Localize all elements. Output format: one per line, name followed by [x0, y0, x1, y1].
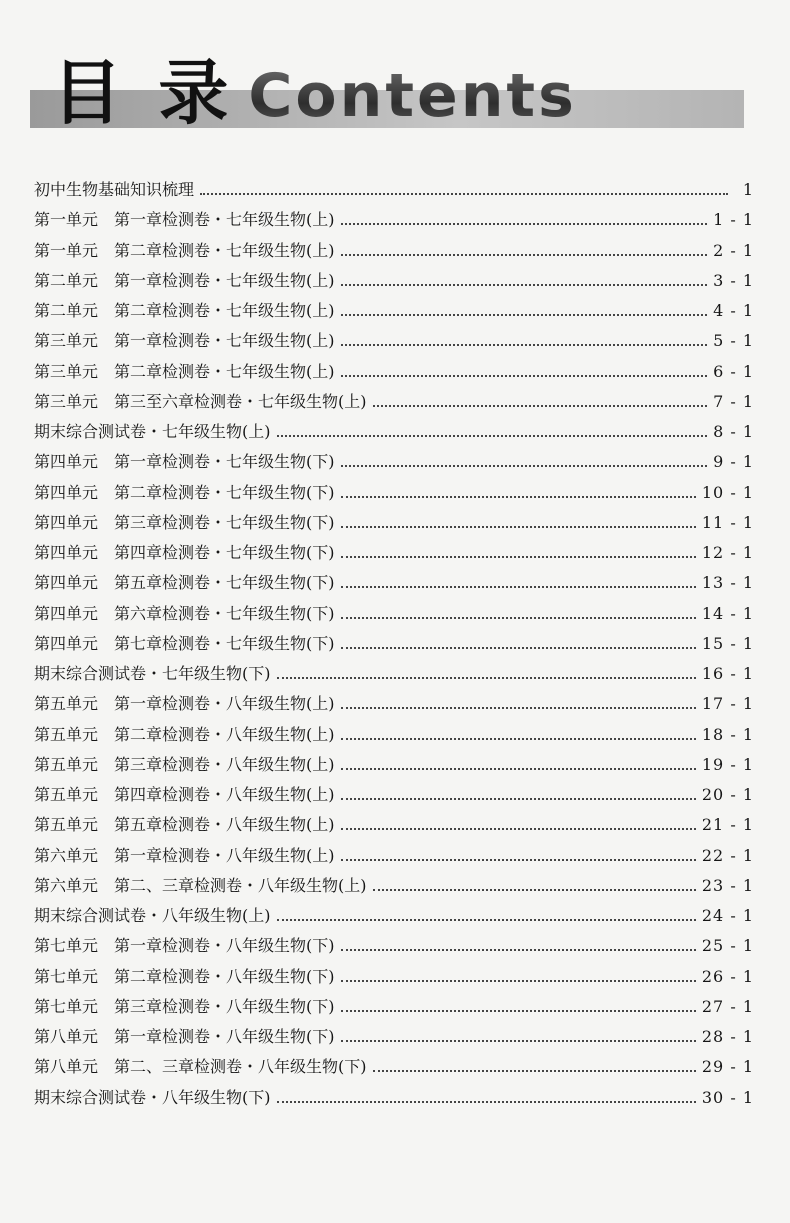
toc-dot-leader — [277, 435, 708, 437]
toc-entry[interactable] — [34, 871, 754, 901]
toc-entry[interactable] — [34, 780, 754, 810]
toc-entry[interactable] — [34, 659, 754, 689]
toc-entry-page: 8 - 1 — [713, 422, 754, 442]
toc-entry-title: 第四单元 第四章检测卷・七年级生物(下) — [34, 543, 335, 563]
toc-dot-leader — [341, 1040, 696, 1042]
toc-dot-leader — [341, 1010, 696, 1012]
toc-dot-leader — [277, 919, 696, 921]
toc-entry[interactable] — [34, 629, 754, 659]
toc-entry[interactable] — [34, 1083, 754, 1113]
toc-entry[interactable] — [34, 447, 754, 477]
toc-dot-leader — [277, 1101, 696, 1103]
toc-entry[interactable] — [34, 508, 754, 538]
toc-entry[interactable] — [34, 266, 754, 296]
toc-entry-title: 第八单元 第二、三章检测卷・八年级生物(下) — [34, 1057, 367, 1077]
toc-dot-leader — [341, 798, 696, 800]
toc-entry-page: 15 - 1 — [701, 633, 754, 653]
toc-entry-page: 27 - 1 — [701, 996, 754, 1016]
toc-dot-leader — [341, 556, 696, 558]
toc-entry-page: 1 - 1 — [713, 210, 754, 230]
toc-entry-title: 第四单元 第二章检测卷・七年级生物(下) — [34, 482, 335, 502]
toc-entry-page: 3 - 1 — [713, 270, 754, 290]
toc-entry-page: 29 - 1 — [701, 1057, 754, 1077]
toc-entry[interactable] — [34, 387, 754, 417]
toc-entry[interactable] — [34, 326, 754, 356]
toc-entry-page: 1 — [742, 180, 754, 200]
toc-dot-leader — [341, 828, 696, 830]
toc-dot-leader — [373, 1070, 696, 1072]
toc-dot-leader — [373, 889, 696, 891]
toc-entry-title: 第三单元 第一章检测卷・七年级生物(上) — [34, 331, 335, 351]
toc-entry-title: 第七单元 第一章检测卷・八年级生物(下) — [34, 936, 335, 956]
toc-dot-leader — [341, 314, 708, 316]
toc-entry[interactable] — [34, 357, 754, 387]
toc-entry[interactable] — [34, 962, 754, 992]
title-english: Contents — [248, 61, 577, 131]
toc-entry-page: 12 - 1 — [701, 543, 754, 563]
toc-entry-page: 22 - 1 — [701, 845, 754, 865]
toc-entry[interactable] — [34, 841, 754, 871]
toc-entry-title: 第一单元 第一章检测卷・七年级生物(上) — [34, 210, 335, 230]
toc-dot-leader — [341, 284, 708, 286]
toc-entry[interactable] — [34, 538, 754, 568]
toc-entry-title: 第四单元 第五章检测卷・七年级生物(下) — [34, 573, 335, 593]
toc-entry-title: 期末综合测试卷・八年级生物(下) — [34, 1087, 271, 1107]
page-title — [52, 38, 577, 134]
toc-entry-page: 2 - 1 — [713, 240, 754, 260]
toc-dot-leader — [341, 859, 696, 861]
toc-entry-page: 18 - 1 — [701, 724, 754, 744]
toc-entry-page: 9 - 1 — [713, 452, 754, 472]
toc-entry[interactable] — [34, 175, 754, 205]
toc-entry[interactable] — [34, 689, 754, 719]
toc-entry-title: 第五单元 第二章检测卷・八年级生物(上) — [34, 724, 335, 744]
toc-entry-title: 第三单元 第三至六章检测卷・七年级生物(上) — [34, 391, 367, 411]
toc-entry[interactable] — [34, 205, 754, 235]
toc-dot-leader — [341, 496, 696, 498]
table-of-contents — [34, 175, 754, 1113]
toc-entry-title: 第一单元 第二章检测卷・七年级生物(上) — [34, 240, 335, 260]
toc-entry[interactable] — [34, 931, 754, 961]
toc-entry[interactable] — [34, 810, 754, 840]
toc-entry-page: 28 - 1 — [701, 1027, 754, 1047]
toc-entry-page: 20 - 1 — [701, 785, 754, 805]
toc-entry-page: 11 - 1 — [701, 512, 754, 532]
toc-entry-title: 初中生物基础知识梳理 — [34, 180, 195, 200]
toc-dot-leader — [341, 949, 696, 951]
toc-entry-title: 第七单元 第三章检测卷・八年级生物(下) — [34, 996, 335, 1016]
toc-entry-page: 14 - 1 — [701, 603, 754, 623]
toc-dot-leader — [373, 405, 708, 407]
toc-entry-page: 6 - 1 — [713, 361, 754, 381]
toc-dot-leader — [341, 980, 696, 982]
toc-entry-title: 期末综合测试卷・七年级生物(上) — [34, 422, 271, 442]
toc-entry[interactable] — [34, 1052, 754, 1082]
toc-entry-title: 第四单元 第一章检测卷・七年级生物(下) — [34, 452, 335, 472]
toc-entry-page: 21 - 1 — [701, 815, 754, 835]
toc-entry[interactable] — [34, 236, 754, 266]
toc-entry-page: 25 - 1 — [701, 936, 754, 956]
toc-entry-title: 第五单元 第一章检测卷・八年级生物(上) — [34, 694, 335, 714]
toc-entry-page: 30 - 1 — [701, 1087, 754, 1107]
toc-dot-leader — [341, 617, 696, 619]
toc-entry[interactable] — [34, 750, 754, 780]
toc-entry[interactable] — [34, 1022, 754, 1052]
toc-dot-leader — [341, 465, 708, 467]
toc-entry-title: 第六单元 第一章检测卷・八年级生物(上) — [34, 845, 335, 865]
toc-dot-leader — [341, 223, 708, 225]
toc-entry-page: 7 - 1 — [713, 391, 754, 411]
toc-entry[interactable] — [34, 478, 754, 508]
toc-entry-title: 第四单元 第三章检测卷・七年级生物(下) — [34, 512, 335, 532]
toc-dot-leader — [277, 677, 696, 679]
toc-entry-page: 26 - 1 — [701, 966, 754, 986]
toc-entry-page: 4 - 1 — [713, 301, 754, 321]
toc-entry-title: 期末综合测试卷・八年级生物(上) — [34, 906, 271, 926]
toc-entry-page: 17 - 1 — [701, 694, 754, 714]
toc-entry[interactable] — [34, 296, 754, 326]
toc-entry-title: 第五单元 第四章检测卷・八年级生物(上) — [34, 785, 335, 805]
toc-dot-leader — [341, 647, 696, 649]
toc-entry-page: 5 - 1 — [713, 331, 754, 351]
toc-entry[interactable] — [34, 992, 754, 1022]
toc-entry[interactable] — [34, 599, 754, 629]
toc-entry-page: 13 - 1 — [701, 573, 754, 593]
toc-entry-title: 第八单元 第一章检测卷・八年级生物(下) — [34, 1027, 335, 1047]
toc-entry[interactable] — [34, 417, 754, 447]
toc-entry-title: 第四单元 第六章检测卷・七年级生物(下) — [34, 603, 335, 623]
toc-entry-title: 第四单元 第七章检测卷・七年级生物(下) — [34, 633, 335, 653]
toc-dot-leader — [341, 344, 708, 346]
toc-dot-leader — [341, 768, 696, 770]
toc-dot-leader — [341, 375, 708, 377]
toc-dot-leader — [200, 193, 728, 195]
toc-entry-title: 期末综合测试卷・七年级生物(下) — [34, 664, 271, 684]
toc-dot-leader — [341, 526, 696, 528]
toc-entry-title: 第二单元 第二章检测卷・七年级生物(上) — [34, 301, 335, 321]
toc-dot-leader — [341, 254, 708, 256]
toc-entry-page: 16 - 1 — [701, 664, 754, 684]
toc-entry-page: 24 - 1 — [701, 906, 754, 926]
toc-entry[interactable] — [34, 568, 754, 598]
toc-entry-title: 第二单元 第一章检测卷・七年级生物(上) — [34, 270, 335, 290]
toc-entry-page: 10 - 1 — [701, 482, 754, 502]
toc-entry-title: 第五单元 第五章检测卷・八年级生物(上) — [34, 815, 335, 835]
toc-entry-title: 第七单元 第二章检测卷・八年级生物(下) — [34, 966, 335, 986]
toc-entry[interactable] — [34, 901, 754, 931]
toc-entry[interactable] — [34, 720, 754, 750]
toc-dot-leader — [341, 738, 696, 740]
toc-entry-title: 第五单元 第三章检测卷・八年级生物(上) — [34, 754, 335, 774]
title-chinese: 目 录 — [52, 52, 235, 134]
toc-dot-leader — [341, 707, 696, 709]
toc-entry-page: 23 - 1 — [701, 875, 754, 895]
toc-entry-page: 19 - 1 — [701, 754, 754, 774]
toc-entry-title: 第三单元 第二章检测卷・七年级生物(上) — [34, 361, 335, 381]
toc-entry-title: 第六单元 第二、三章检测卷・八年级生物(上) — [34, 875, 367, 895]
toc-dot-leader — [341, 586, 696, 588]
